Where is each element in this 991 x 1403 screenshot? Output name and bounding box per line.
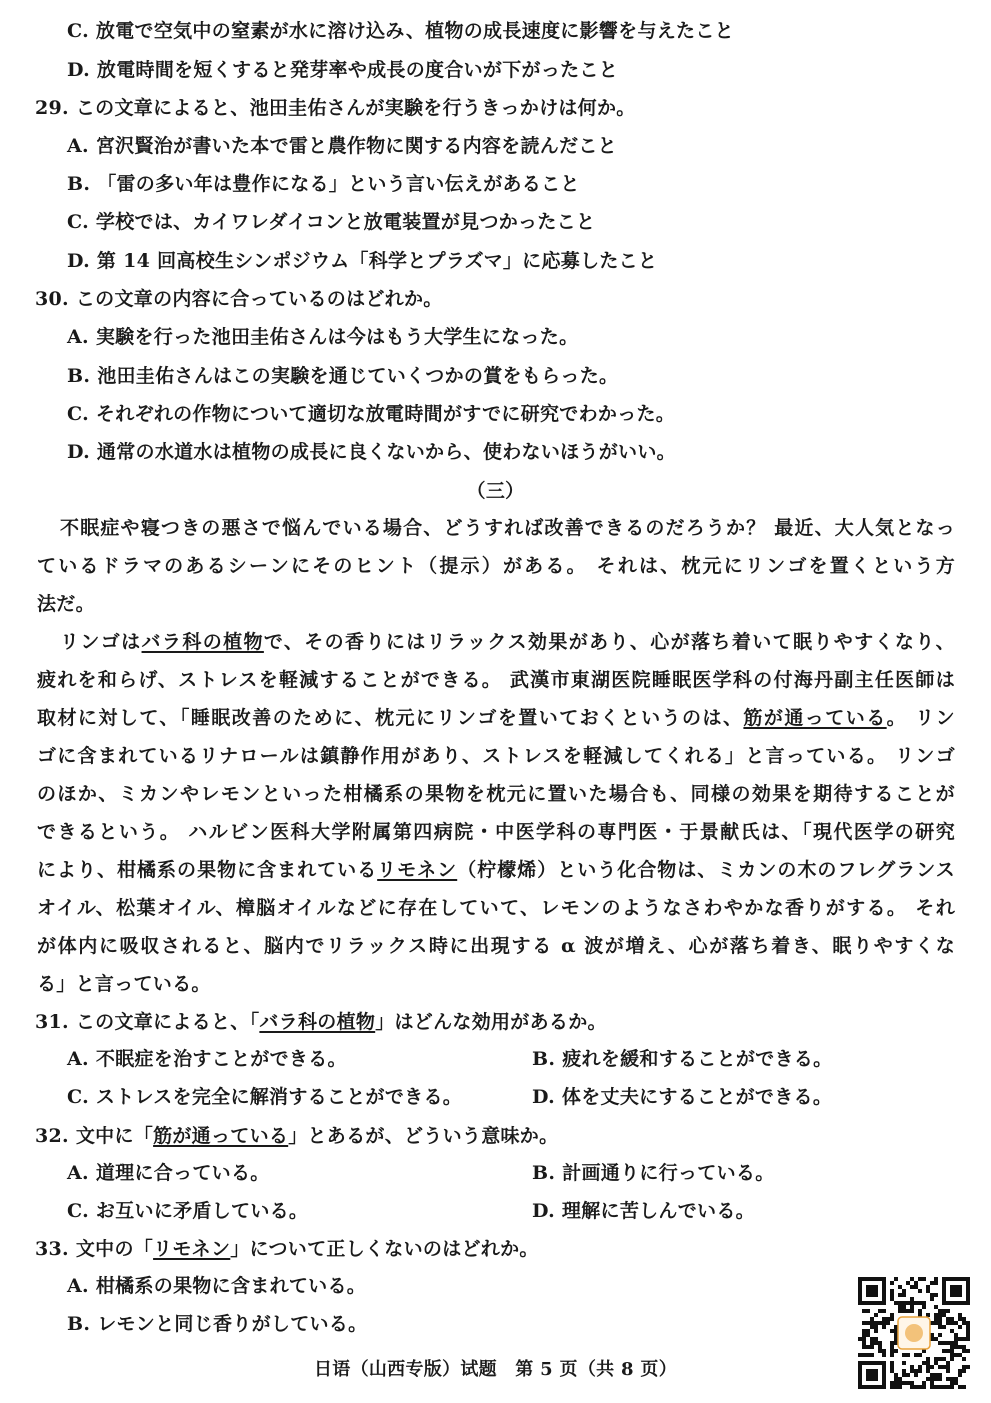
q29-option-b: B. 「雷の多い年は豊作になる」という言い伝えがあること bbox=[67, 173, 580, 195]
q30-stem: 30. この文章の内容に合っているのはどれか。 bbox=[35, 288, 443, 310]
q31-option-d: D. 体を丈夫にすることができる。 bbox=[532, 1086, 833, 1108]
passage-line: ゴに含まれているリナロールは鎮静作用があり、ストレスを軽減してくれる」と言っている。 リンゴ bbox=[37, 745, 955, 767]
passage-line: が体内に吸収されると、脳内でリラックス時に出現する α 波が増え、心が落ち着き、眠りやすくな bbox=[37, 935, 955, 957]
q32-option-a: A. 道理に合っている。 bbox=[67, 1162, 270, 1184]
q29-option-a: A. 宮沢賢治が書いた本で雷と農作物に関する内容を読んだこと bbox=[67, 135, 617, 157]
q31-stem: 31. この文章によると、「バラ科の植物」はどんな効用があるか。 bbox=[35, 1011, 607, 1033]
section-title: （三） bbox=[466, 480, 525, 502]
passage-line: る」と言っている。 bbox=[37, 973, 211, 995]
q33-option-a: A. 柑橘系の果物に含まれている。 bbox=[67, 1275, 367, 1297]
q32-option-b: B. 計画通りに行っている。 bbox=[532, 1162, 775, 1184]
q29-option-c: C. 学校では、カイワレダイコンと放電装置が見つかったこと bbox=[67, 211, 596, 233]
q32-stem: 32. 文中に「筋が通っている」とあるが、どういう意味か。 bbox=[35, 1125, 559, 1147]
passage-line: オイル、松葉オイル、樟脳オイルなどに存在していて、レモンのようなさわやかな香りがする。 それ bbox=[37, 897, 955, 919]
q28-option-c: C. 放電で空気中の窒素が水に溶け込み、植物の成長速度に影響を与えたこと bbox=[67, 20, 734, 42]
q30-option-d: D. 通常の水道水は植物の成長に良くないから、使わないほうがいい。 bbox=[67, 441, 676, 463]
passage-line: ているドラマのあるシーンにそのヒント（提示）がある。 それは、枕元にリンゴを置くという方 bbox=[37, 555, 955, 577]
q29-option-d: D. 第 14 回高校生シンポジウム「科学とプラズマ」に応募したこと bbox=[67, 250, 658, 272]
underline-bara: バラ科の植物 bbox=[141, 631, 264, 653]
passage-line: により、柑橘系の果物に含まれているリモネン（柠檬烯）という化合物は、ミカンの木のフレグランス bbox=[37, 859, 956, 881]
q31-option-c: C. ストレスを完全に解消することができる。 bbox=[67, 1086, 463, 1108]
q28-option-d: D. 放電時間を短くすると発芽率や成長の度合いが下がったこと bbox=[67, 59, 619, 81]
q29-stem: 29. この文章によると、池田圭佑さんが実験を行うきっかけは何か。 bbox=[35, 97, 636, 119]
passage-line: のほか、ミカンやレモンといった柑橘系の果物を枕元に置いた場合も、同様の効果を期待することが bbox=[37, 783, 955, 805]
q31-option-a: A. 不眠症を治すことができる。 bbox=[67, 1048, 347, 1070]
q30-option-b: B. 池田圭佑さんはこの実験を通じていくつかの賞をもらった。 bbox=[67, 365, 619, 387]
q31-option-b: B. 疲れを緩和することができる。 bbox=[532, 1048, 833, 1070]
passage-line: 法だ。 bbox=[37, 593, 95, 615]
q32-option-c: C. お互いに矛盾している。 bbox=[67, 1200, 309, 1222]
q30-option-a: A. 実験を行った池田圭佑さんは今はもう大学生になった。 bbox=[67, 326, 579, 348]
passage-line: リンゴはバラ科の植物で、その香りにはリラックス効果があり、心が落ち着いて眠りやすくなり、 bbox=[60, 631, 955, 653]
q33-option-b: B. レモンと同じ香りがしている。 bbox=[67, 1313, 368, 1335]
q33-stem: 33. 文中の「リモネン」について正しくないのはどれか。 bbox=[35, 1238, 539, 1260]
page-footer: 日语（山西专版）试题 第 5 页（共 8 页） bbox=[313, 1359, 677, 1380]
underline-suji: 筋が通っている bbox=[743, 707, 887, 729]
q32-option-d: D. 理解に苦しんでいる。 bbox=[532, 1200, 755, 1222]
passage-line: 不眠症や寝つきの悪さで悩んでいる場合、どうすれば改善できるのだろうか？ 最近、大人気となっ bbox=[60, 517, 955, 539]
passage-line: できるという。 ハルビン医科大学附属第四病院・中医学科の専門医・于景献氏は、「現代医学の研究 bbox=[37, 821, 955, 843]
underline-limonene: リモネン bbox=[377, 859, 458, 881]
q30-option-c: C. それぞれの作物について適切な放電時間がすでに研究でわかった。 bbox=[67, 403, 676, 425]
passage-line: 取材に対して、「睡眠改善のために、枕元にリンゴを置いておくというのは、筋が通っている。 リン bbox=[37, 707, 955, 729]
passage-line: 疲れを和らげ、ストレスを軽減することができる。 武漢市東湖医院睡眠医学科の付海丹副主任医師は bbox=[37, 669, 955, 691]
